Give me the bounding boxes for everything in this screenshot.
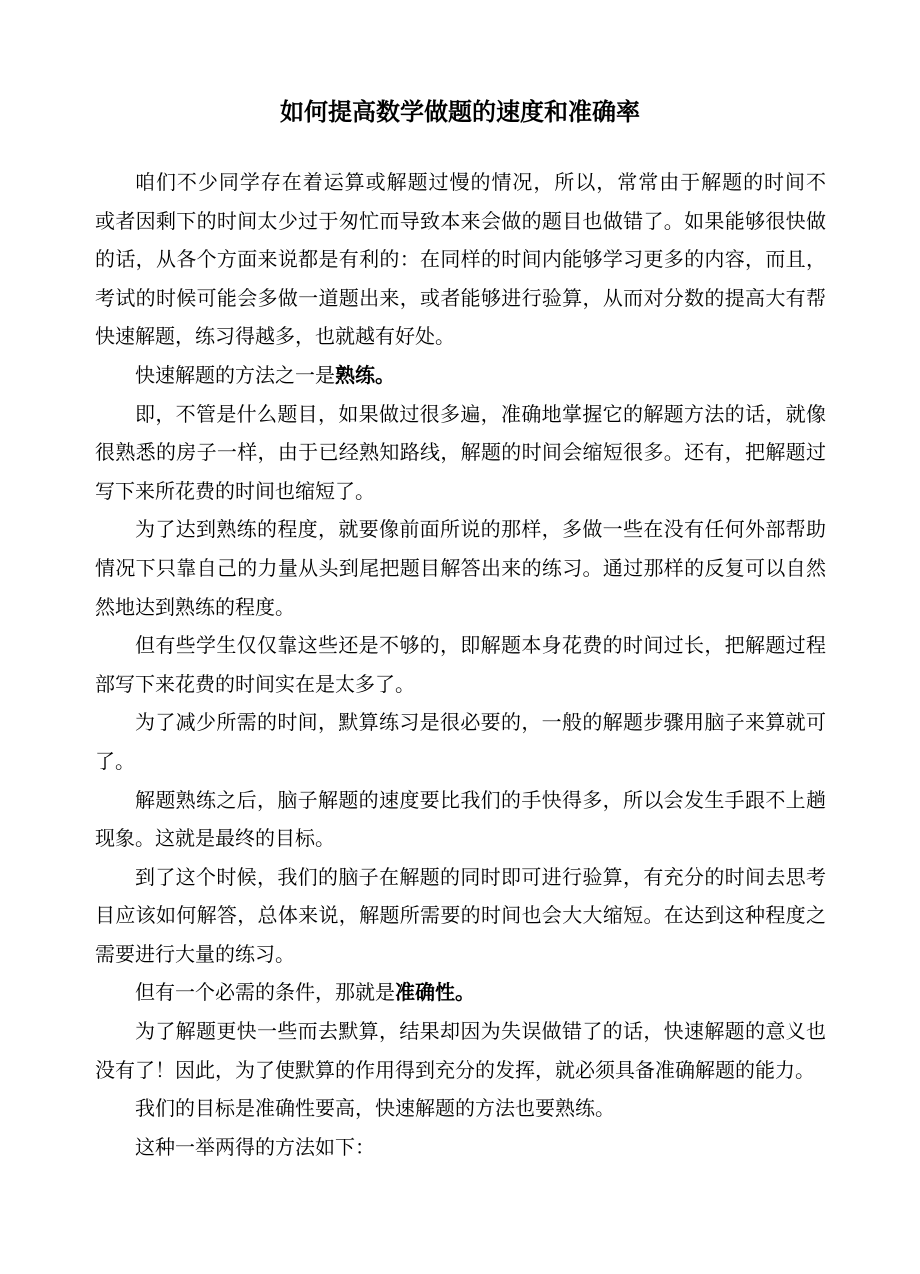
line-text: 了。 <box>95 748 135 773</box>
line-text: 即，不管是什么题目，如果做过很多遍，准确地掌握它的解题方法的话，就像 <box>135 401 826 426</box>
text-line <box>95 472 826 511</box>
paragraph <box>95 703 826 780</box>
text-line <box>95 742 826 781</box>
bold-emphasis: 准确性。 <box>395 980 475 1005</box>
line-text: 考试的时候可能会多做一道题出来，或者能够进行验算，从而对分数的提高大有帮 <box>95 285 826 310</box>
text-line <box>95 1051 826 1090</box>
line-text: 快速解题，练习得越多，也就越有好处。 <box>95 324 455 349</box>
text-line <box>95 395 826 434</box>
line-text: 现象。这就是最终的目标。 <box>95 826 335 851</box>
paragraph <box>95 1012 826 1089</box>
text-line <box>95 510 826 549</box>
line-text: 部写下来花费的时间实在是太多了。 <box>95 671 415 696</box>
line-text: 然地达到熟练的程度。 <box>95 594 295 619</box>
text-line <box>95 973 826 1012</box>
line-text: 但有一个必需的条件，那就是 <box>135 980 395 1005</box>
line-text: 目应该如何解答，总体来说，解题所需要的时间也会大大缩短。在达到这种程度之 <box>95 903 826 928</box>
paragraph <box>95 395 826 511</box>
document-body <box>95 163 826 1166</box>
paragraph <box>95 1089 826 1128</box>
paragraph <box>95 626 826 703</box>
text-line <box>95 588 826 627</box>
paragraph <box>95 163 826 356</box>
text-line <box>95 935 826 974</box>
paragraph <box>95 973 826 1012</box>
line-text: 我们的目标是准确性要高，快速解题的方法也要熟练。 <box>135 1096 615 1121</box>
line-text: 但有些学生仅仅靠这些还是不够的，即解题本身花费的时间过长，把解题过程 <box>135 633 826 658</box>
line-text: 需要进行大量的练习。 <box>95 941 295 966</box>
text-line <box>95 433 826 472</box>
line-text: 为了减少所需的时间，默算练习是很必要的，一般的解题步骤用脑子来算就可 <box>135 710 826 735</box>
paragraph <box>95 356 826 395</box>
line-text: 或者因剩下的时间太少过于匆忙而导致本来会做的题目也做错了。如果能够很快做 <box>95 208 826 233</box>
text-line <box>95 896 826 935</box>
line-text: 解题熟练之后，脑子解题的速度要比我们的手快得多，所以会发生手跟不上趟 <box>135 787 826 812</box>
text-line <box>95 781 826 820</box>
text-line <box>95 356 826 395</box>
text-line <box>95 1128 826 1167</box>
paragraph <box>95 858 826 974</box>
text-line <box>95 163 826 202</box>
line-text: 为了解题更快一些而去默算，结果却因为失误做错了的话，快速解题的意义也 <box>135 1019 826 1044</box>
paragraph <box>95 510 826 626</box>
line-text: 没有了！因此，为了使默算的作用得到充分的发挥，就必须具备准确解题的能力。 <box>95 1057 815 1082</box>
line-text: 情况下只靠自己的力量从头到尾把题目解答出来的练习。通过那样的反复可以自然 <box>95 555 826 580</box>
text-line <box>95 665 826 704</box>
paragraph <box>95 1128 826 1167</box>
text-line <box>95 240 826 279</box>
line-text: 这种一举两得的方法如下： <box>135 1134 375 1159</box>
text-line <box>95 279 826 318</box>
text-line <box>95 858 826 897</box>
text-line <box>95 626 826 665</box>
bold-emphasis: 熟练。 <box>335 362 395 387</box>
text-line <box>95 549 826 588</box>
document-title: 如何提高数学做题的速度和准确率 <box>280 97 640 126</box>
line-text: 咱们不少同学存在着运算或解题过慢的情况，所以，常常由于解题的时间不 <box>135 170 826 194</box>
text-line <box>95 1089 826 1128</box>
line-text: 快速解题的方法之一是 <box>135 362 335 387</box>
line-text: 写下来所花费的时间也缩短了。 <box>95 478 375 503</box>
text-line <box>95 703 826 742</box>
paragraph <box>95 781 826 858</box>
text-line <box>95 317 826 356</box>
text-line <box>95 202 826 241</box>
line-text: 的话，从各个方面来说都是有利的：在同样的时间内能够学习更多的内容，而且， <box>95 247 826 272</box>
line-text: 很熟悉的房子一样，由于已经熟知路线，解题的时间会缩短很多。还有，把解题过 <box>95 440 826 465</box>
text-line <box>95 819 826 858</box>
text-line <box>95 1012 826 1051</box>
line-text: 为了达到熟练的程度，就要像前面所说的那样，多做一些在没有任何外部帮助 <box>135 517 826 542</box>
line-text: 到了这个时候，我们的脑子在解题的同时即可进行验算，有充分的时间去思考 <box>135 864 826 889</box>
